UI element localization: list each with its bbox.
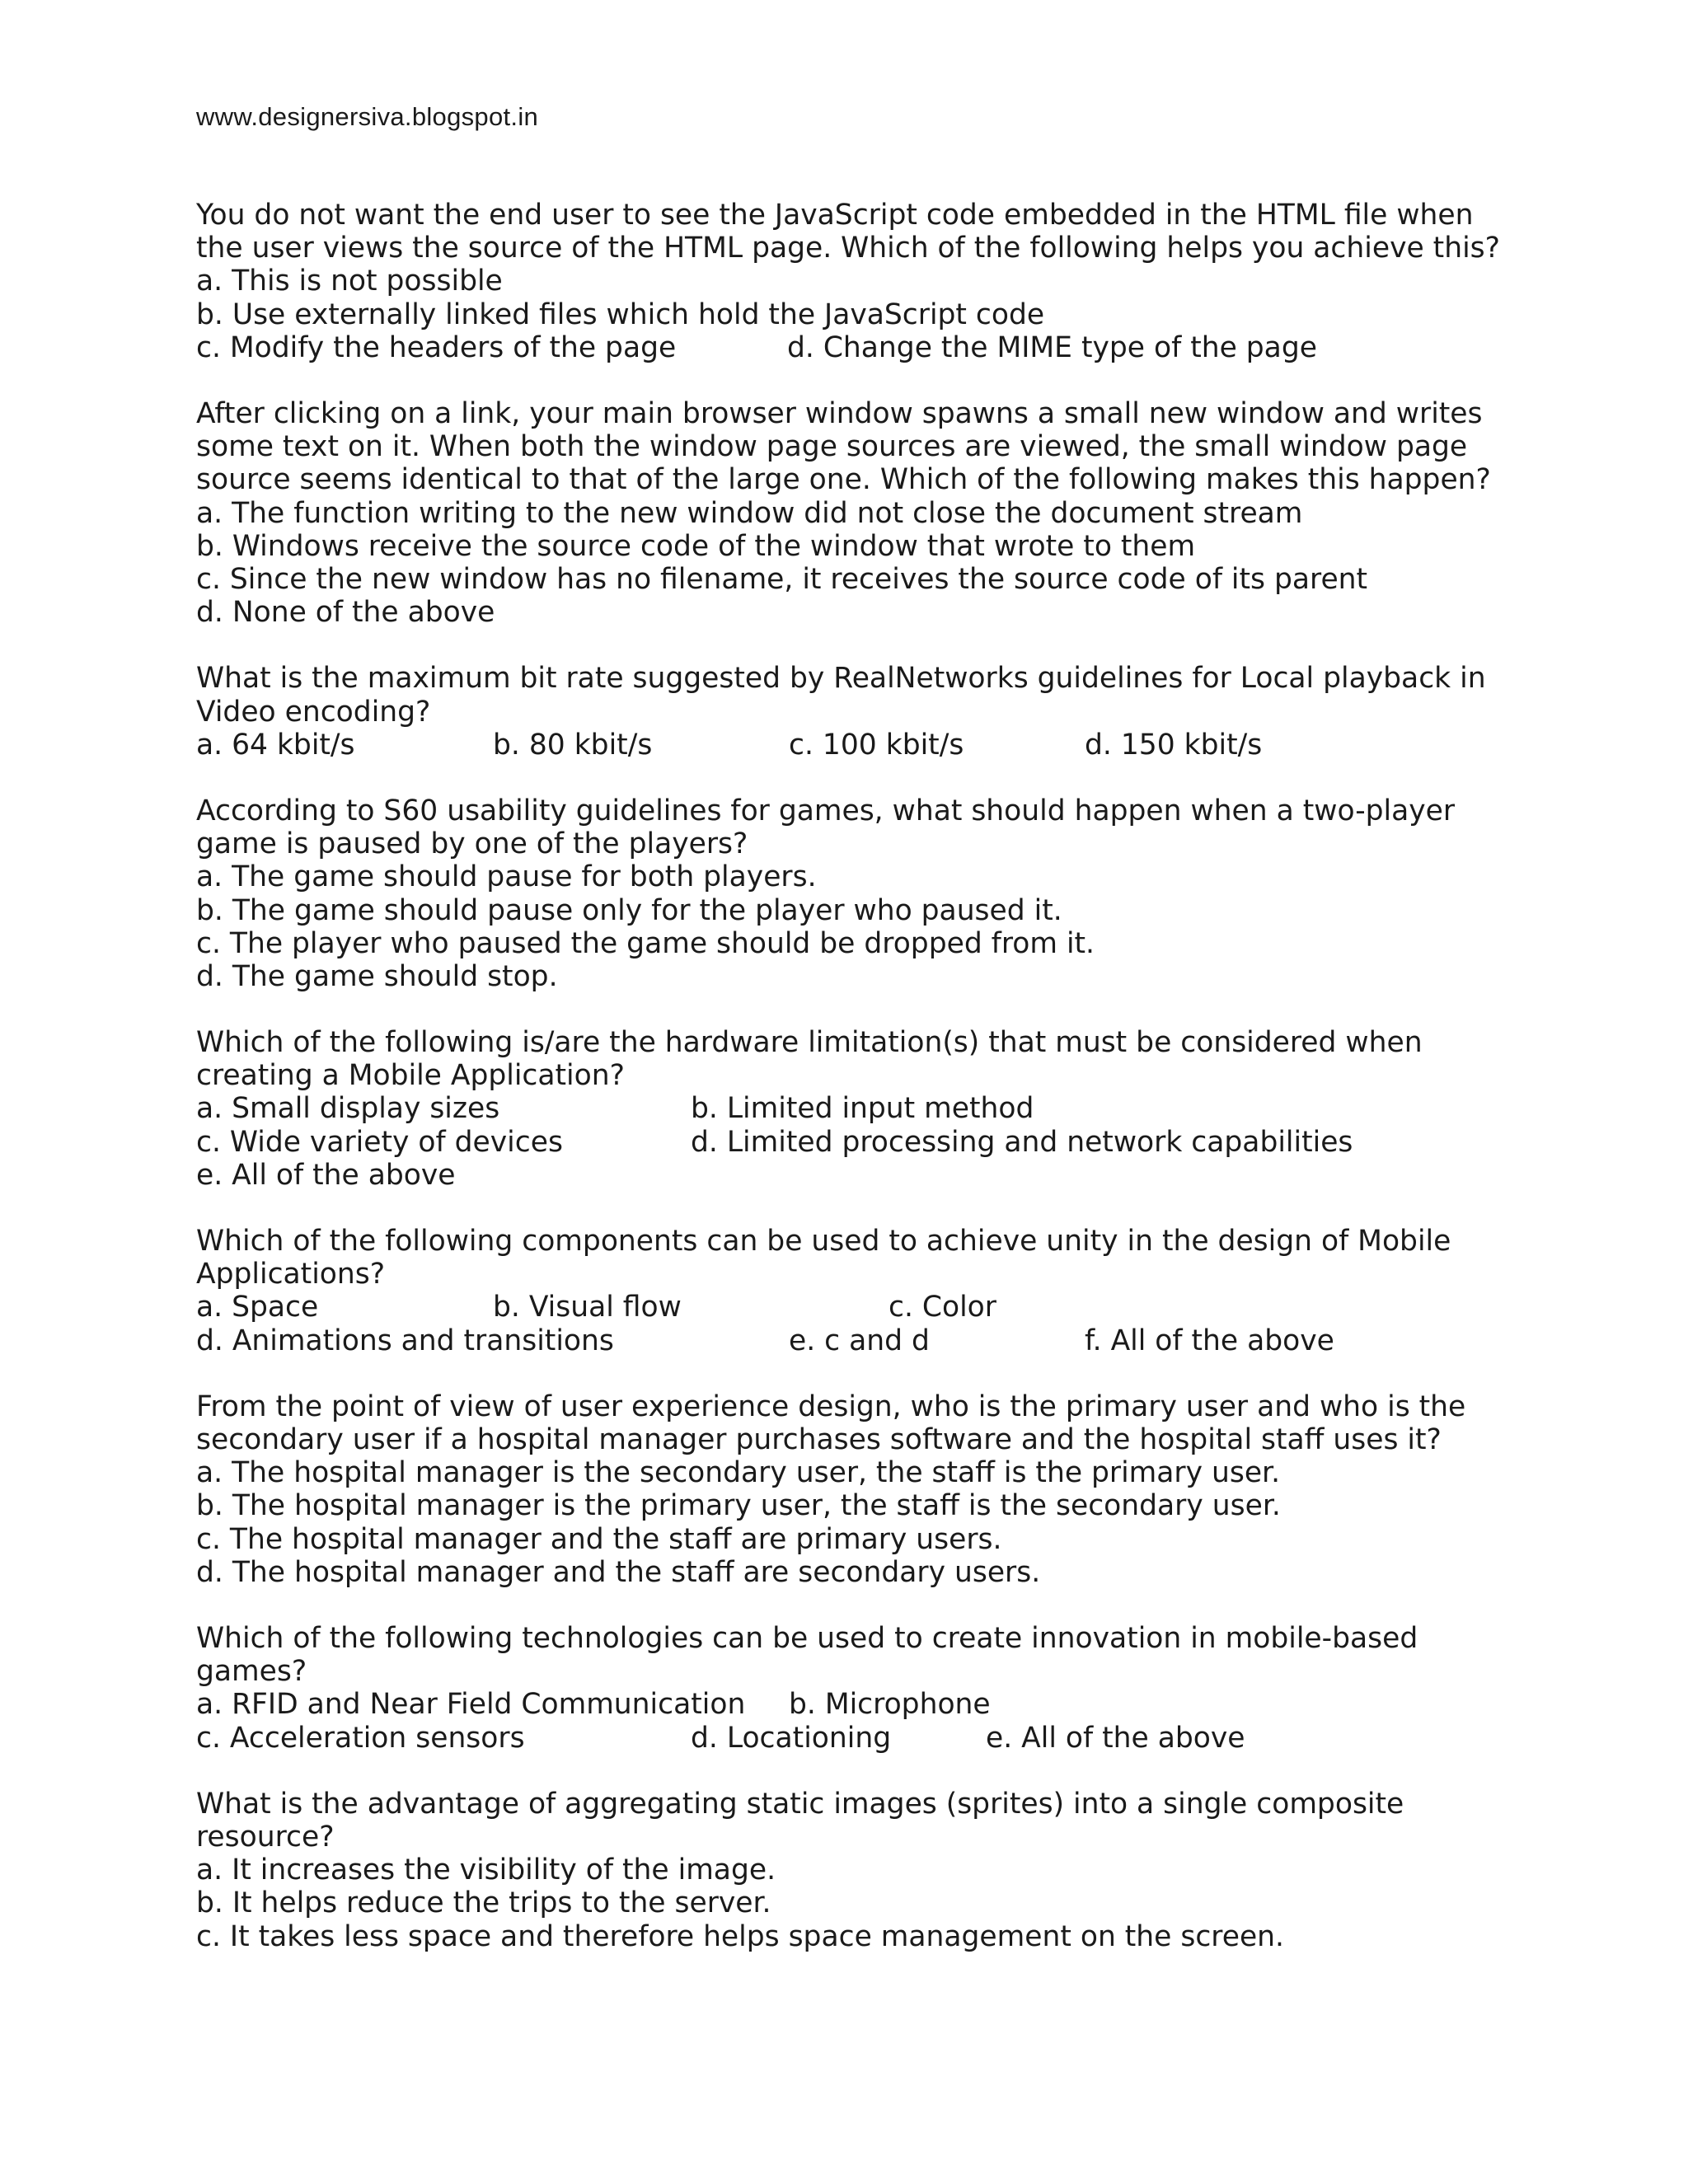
option-d: d. Animations and transitions [196, 1324, 614, 1357]
option-b: b. Visual flow [493, 1291, 682, 1324]
option-b: b. Windows receive the source code of the window that wrote to them [196, 529, 1196, 563]
option-d: d. None of the above [196, 596, 495, 630]
option-a: a. 64 kbit/s [196, 728, 355, 762]
option-b: b. 80 kbit/s [493, 728, 653, 762]
option-c: c. Acceleration sensors [196, 1721, 525, 1755]
option-a: a. Small display sizes [196, 1092, 500, 1126]
question-6 [196, 1225, 1515, 1357]
option-d: d. 150 kbit/s [1085, 728, 1263, 762]
option-a: a. The game should pause for both players. [196, 860, 817, 894]
option-e: e. All of the above [986, 1721, 1245, 1755]
question-8 [196, 1622, 1515, 1755]
question-4 [196, 794, 1515, 993]
option-b: b. It helps reduce the trips to the server. [196, 1886, 771, 1920]
question-text-line: games? [196, 1655, 307, 1689]
question-text-line: Which of the following is/are the hardware limitation(s) that must be considered when [196, 1026, 1423, 1060]
question-text-line: After clicking on a link, your main browser window spawns a small new window and writes [196, 396, 1483, 430]
option-d: d. Locationing [691, 1721, 892, 1755]
option-d: d. The hospital manager and the staff are secondary users. [196, 1555, 1041, 1589]
question-9 [196, 1788, 1515, 1953]
option-a: a. This is not possible [196, 265, 503, 298]
question-text-line: You do not want the end user to see the JavaScript code embedded in the HTML file when [196, 199, 1474, 232]
question-text-line: Applications? [196, 1258, 386, 1291]
question-1 [196, 199, 1515, 364]
option-b: b. The hospital manager is the primary user, the staff is the secondary user. [196, 1489, 1281, 1523]
option-a: a. Space [196, 1291, 319, 1324]
question-text-line: Which of the following technologies can be used to create innovation in mobile-based [196, 1621, 1418, 1655]
question-text-line: From the point of view of user experience design, who is the primary user and who is the [196, 1390, 1466, 1423]
question-text-line: game is paused by one of the players? [196, 827, 748, 861]
option-b: b. The game should pause only for the player who paused it. [196, 893, 1062, 927]
question-5 [196, 1026, 1515, 1192]
option-c: c. Wide variety of devices [196, 1125, 563, 1159]
question-text-line: creating a Mobile Application? [196, 1059, 625, 1093]
option-c: c. Since the new window has no filename, it receives the source code of its parent [196, 562, 1368, 596]
question-text-line: some text on it. When both the window page sources are viewed, the small window page [196, 430, 1468, 464]
option-a: a. It increases the visibility of the image. [196, 1854, 776, 1887]
question-text-line: the user views the source of the HTML page. Which of the following helps you achieve this? [196, 232, 1500, 265]
option-e: e. c and d [789, 1324, 930, 1357]
question-text-line: What is the advantage of aggregating static images (sprites) into a single composite [196, 1787, 1404, 1821]
question-text-line: Which of the following components can be used to achieve unity in the design of Mobile [196, 1225, 1451, 1258]
question-7 [196, 1390, 1515, 1589]
question-3 [196, 662, 1515, 762]
option-a: a. RFID and Near Field Communication [196, 1688, 746, 1722]
question-text-line: secondary user if a hospital manager purchases software and the hospital staff uses it? [196, 1423, 1442, 1457]
option-f: f. All of the above [1085, 1324, 1334, 1357]
option-c: c. It takes less space and therefore helps space management on the screen. [196, 1919, 1285, 1953]
option-b: b. Use externally linked files which hold the JavaScript code [196, 298, 1045, 331]
option-c: c. The player who paused the game should be dropped from it. [196, 926, 1095, 960]
option-a: a. The hospital manager is the secondary user, the staff is the primary user. [196, 1456, 1281, 1490]
question-list [196, 199, 1515, 1986]
question-2 [196, 397, 1515, 629]
option-d: d. Limited processing and network capabilities [691, 1125, 1353, 1159]
question-text-line: resource? [196, 1820, 335, 1854]
site-url-header: www.designersiva.blogspot.in [196, 102, 539, 131]
option-c: c. Color [889, 1291, 996, 1324]
question-text-line: source seems identical to that of the large one. Which of the following makes this happen? [196, 463, 1491, 497]
question-text-line: Video encoding? [196, 695, 431, 729]
question-text-line: What is the maximum bit rate suggested by RealNetworks guidelines for Local playback in [196, 662, 1486, 696]
option-d: d. Change the MIME type of the page [787, 330, 1317, 364]
option-c: c. Modify the headers of the page [196, 330, 677, 364]
option-c: c. The hospital manager and the staff are primary users. [196, 1522, 1002, 1556]
option-a: a. The function writing to the new window did not close the document stream [196, 496, 1303, 530]
option-c: c. 100 kbit/s [789, 728, 964, 762]
option-e: e. All of the above [196, 1158, 456, 1192]
question-text-line: According to S60 usability guidelines for games, what should happen when a two-player [196, 794, 1456, 827]
option-b: b. Limited input method [691, 1092, 1034, 1126]
option-d: d. The game should stop. [196, 959, 558, 993]
option-b: b. Microphone [789, 1688, 991, 1722]
